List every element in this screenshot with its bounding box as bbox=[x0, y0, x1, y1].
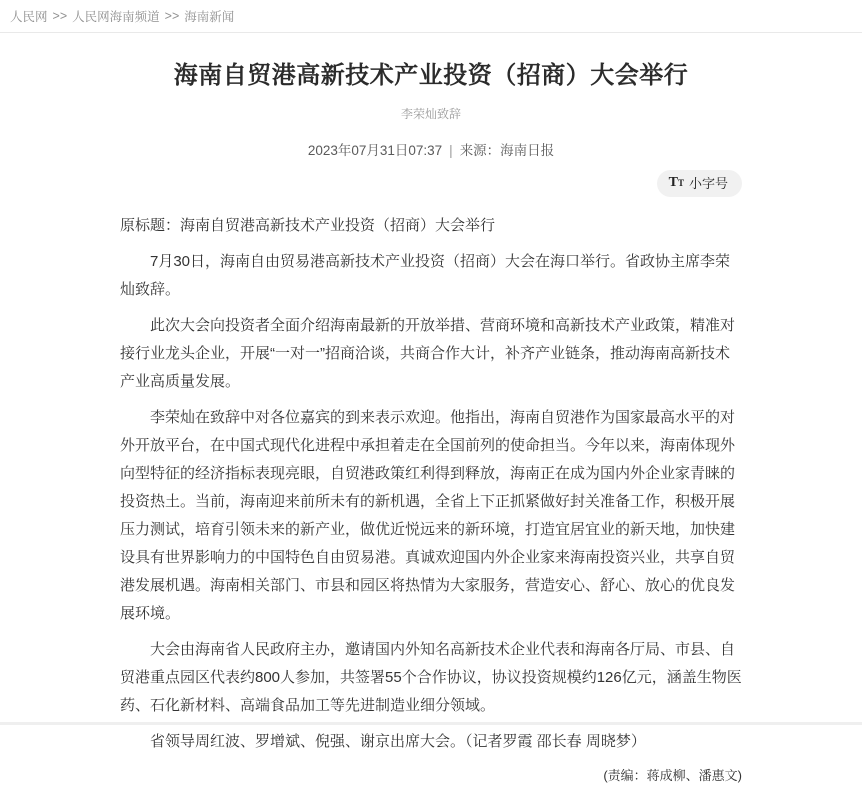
original-title-line: 原标题：海南自贸港高新技术产业投资（招商）大会举行 bbox=[120, 217, 496, 234]
article-source: 来源：海南日报 bbox=[459, 143, 555, 158]
breadcrumb-link[interactable]: 海南新闻 bbox=[184, 10, 235, 24]
breadcrumb-link[interactable]: 人民网海南频道 bbox=[72, 10, 160, 24]
font-size-icon: T T bbox=[668, 175, 684, 190]
article-container bbox=[120, 60, 742, 790]
meta-separator: | bbox=[449, 143, 453, 158]
article-paragraph: 大会由海南省人民政府主办，邀请国内外知名高新技术企业代表和海南各厅局、市县、自贸港重点园区代表约800人参加，共签署55个合作协议，协议投资规模约126亿元，涵盖生物医药、石化新材料、高端食品加工等先进制造业细分领域。 bbox=[120, 641, 742, 714]
article-paragraphs bbox=[120, 248, 742, 756]
article-meta bbox=[120, 139, 742, 159]
font-size-button[interactable] bbox=[657, 170, 742, 197]
page-title: 海南自贸港高新技术产业投资（招商）大会举行 bbox=[173, 62, 689, 89]
article-toolbar bbox=[120, 170, 742, 197]
breadcrumb bbox=[0, 0, 862, 33]
breadcrumb-link[interactable]: 人民网 bbox=[10, 10, 48, 24]
breadcrumb-separator: >> bbox=[164, 9, 180, 23]
bottom-divider bbox=[0, 722, 862, 725]
breadcrumb-separator: >> bbox=[52, 9, 68, 23]
font-size-button-label: 小字号 bbox=[688, 175, 728, 191]
article-paragraph: 李荣灿在致辞中对各位嘉宾的到来表示欢迎。他指出，海南自贸港作为国家最高水平的对外开放平台，在中国式现代化进程中承担着走在全国前列的使命担当。今年以来，海南体现外向型特征的经济指标表现亮眼，自贸港政策红利得到释放，海南正在成为国内外企业家青睐的投资热土。当前，海南迎来前所未有的新机遇，全省上下正抓紧做好封关准备工作，积极开展压力测试，培育引领未来的新产业，做优近悦远来的新环境，打造宜居宜业的新天地，加快建设具有世界影响力的中国特色自由贸易港。真诚欢迎国内外企业家来海南投资兴业，共享自贸港发展机遇。海南相关部门、市县和园区将热情为大家服务，营造安心、舒心、放心的优良发展环境。 bbox=[120, 409, 736, 622]
article-paragraph: 省领导周红波、罗增斌、倪强、谢京出席大会。（记者罗霞 邵长春 周晓梦） bbox=[150, 733, 646, 750]
publish-date: 2023年07月31日07:37 bbox=[307, 143, 443, 158]
article-body bbox=[120, 212, 742, 756]
article-subtitle: 李荣灿致辞 bbox=[400, 107, 461, 121]
editor-note: (责编：蒋成柳、潘惠文) bbox=[603, 768, 742, 783]
article-paragraph: 7月30日，海南自由贸易港高新技术产业投资（招商）大会在海口举行。省政协主席李荣灿致辞。 bbox=[120, 253, 731, 298]
article-paragraph: 此次大会向投资者全面介绍海南最新的开放举措、营商环境和高新技术产业政策，精准对接行业龙头企业，开展“一对一”招商洽谈，共商合作大计，补齐产业链条，推动海南高新技术产业高质量发展。 bbox=[120, 317, 736, 390]
